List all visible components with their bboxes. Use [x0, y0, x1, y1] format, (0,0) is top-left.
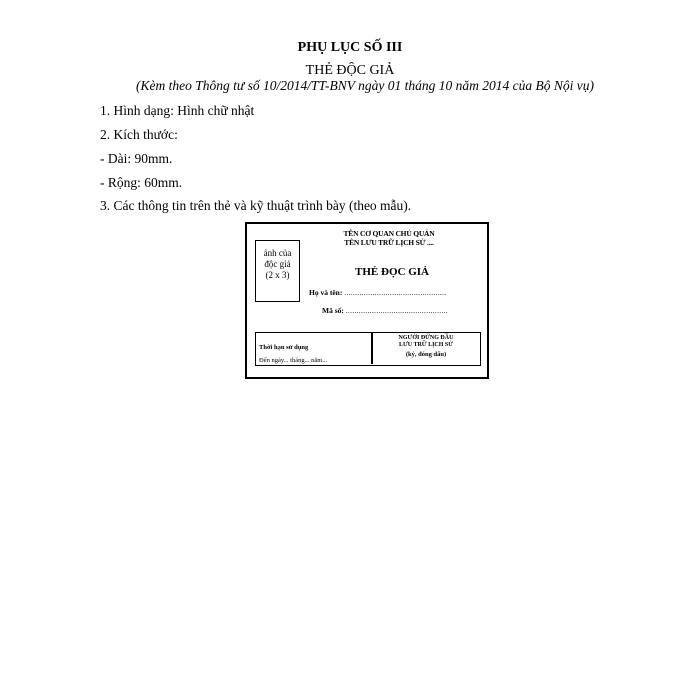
- name-dots: ...............................................: [344, 288, 447, 297]
- document-subtitle: THẺ ĐỘC GIẢ: [305, 63, 395, 78]
- agency-line-1: TÊN CƠ QUAN CHỦ QUẢN: [343, 229, 435, 238]
- code-label: Mã số:: [322, 306, 344, 315]
- name-field: [309, 288, 446, 297]
- photo-label-line: độc giả: [264, 259, 291, 269]
- list-item-width: - Rộng: 60mm.: [100, 175, 183, 190]
- list-item-shape: 1. Hình dạng: Hình chữ nhật: [100, 103, 255, 118]
- validity-value: Đến ngày... tháng... năm...: [259, 357, 328, 364]
- code-field: [322, 306, 448, 315]
- photo-label-line: ảnh của: [263, 248, 292, 258]
- signer-line-2: LƯU TRỮ LỊCH SỬ: [398, 342, 454, 348]
- name-label: Họ và tên:: [309, 288, 343, 297]
- list-item-length: - Dài: 90mm.: [100, 151, 173, 166]
- list-item-info: 3. Các thông tin trên thẻ và kỹ thuật trình bày (theo mẫu).: [100, 198, 412, 213]
- reader-card-sample: [245, 222, 489, 379]
- document-title: PHỤ LỤC SỐ III: [297, 40, 403, 55]
- photo-placeholder: [255, 240, 300, 302]
- signer-line-1: NGƯỜI ĐỨNG ĐẦU: [398, 335, 454, 341]
- signer-section: [373, 335, 479, 358]
- signer-line-3: (ký, đóng dấu): [405, 351, 447, 358]
- photo-label-line: (2 x 3): [265, 270, 290, 280]
- card-title: THẺ ĐỌC GIẢ: [355, 266, 429, 278]
- validity-label: Thời hạn sử dụng: [259, 344, 309, 351]
- code-dots: ...............................................: [345, 306, 448, 315]
- agency-header: [309, 229, 469, 247]
- agency-line-2: TÊN LƯU TRỮ LỊCH SỬ ....: [344, 238, 434, 247]
- list-item-size: 2. Kích thước:: [100, 127, 178, 142]
- validity-section: [259, 343, 327, 365]
- card-footer-box: [255, 332, 481, 366]
- document-note: (Kèm theo Thông tư số 10/2014/TT-BNV ngày 01 tháng 10 năm 2014 của Bộ Nội vụ): [136, 78, 594, 93]
